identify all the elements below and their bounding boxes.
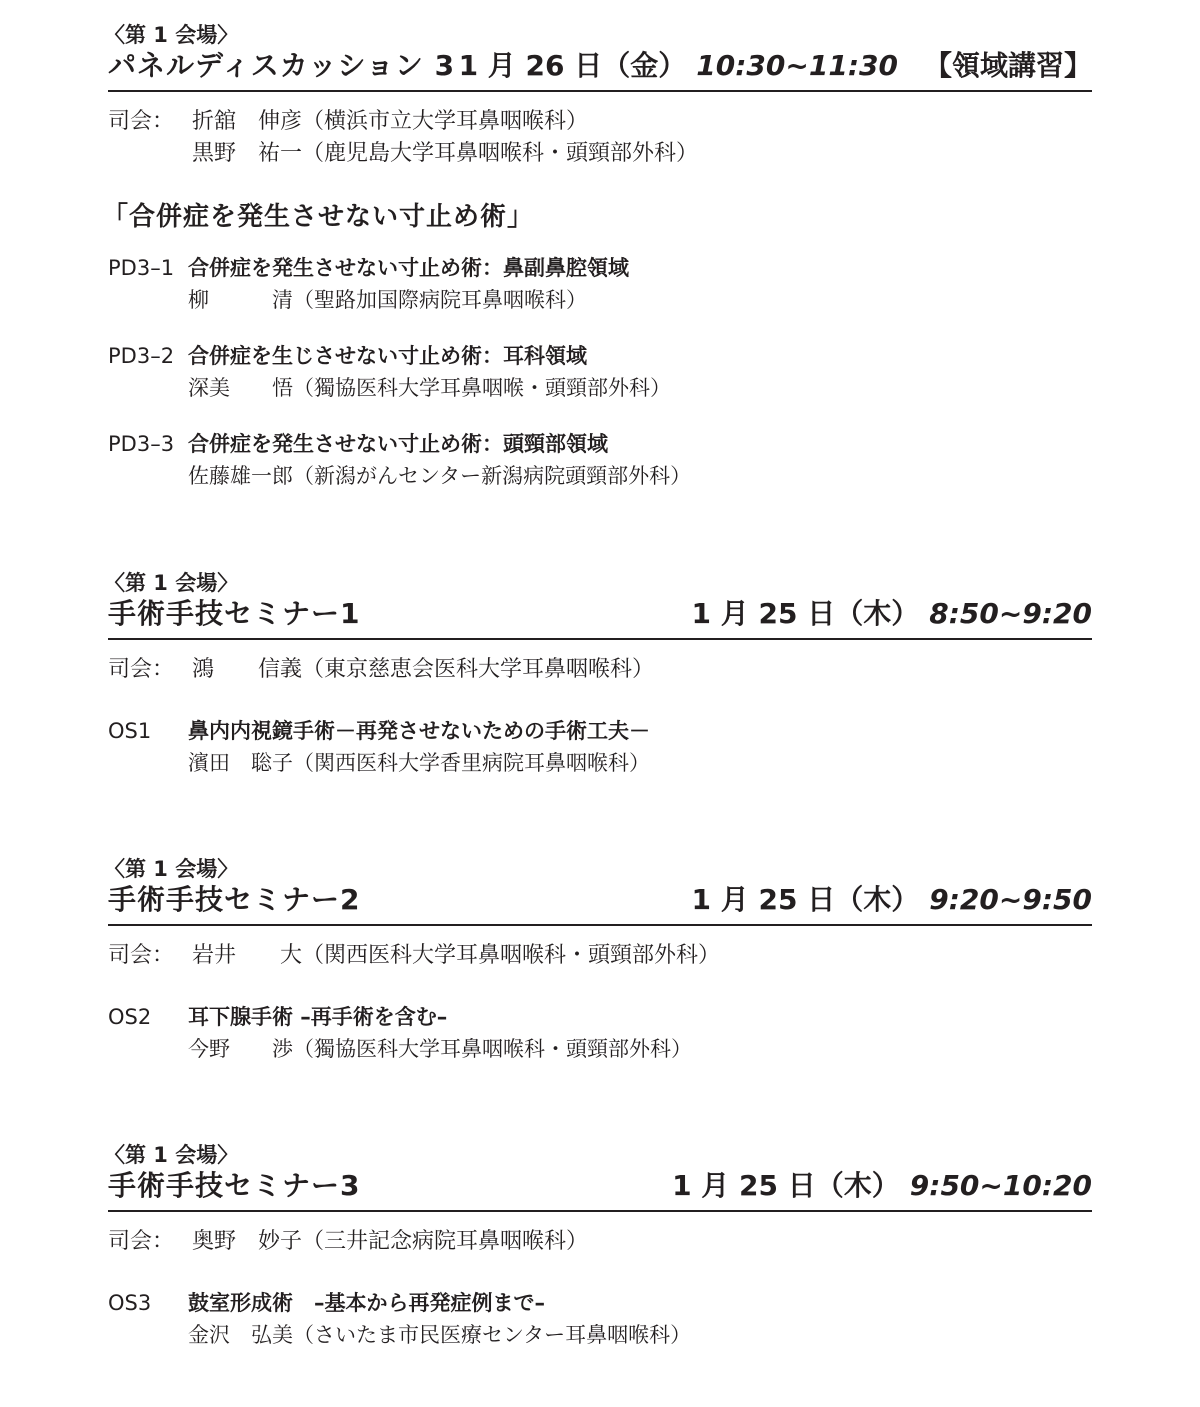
session-panel-discussion-3 (102, 22, 1092, 493)
talk-item (108, 1002, 1092, 1066)
session-date: 1 月 25 日（木） (691, 883, 920, 916)
talk-title: 合併症を発生させない寸止め術：鼻副鼻腔領域 (188, 256, 629, 280)
venue-label: 〈第 1 会場〉 (104, 857, 239, 881)
talk-item (108, 253, 1092, 317)
talk-item (108, 716, 1092, 780)
venue-label: 〈第 1 会場〉 (104, 23, 239, 47)
talk-title: 合併症を生じさせない寸止め術：耳科領域 (188, 344, 587, 368)
session-datetime (692, 592, 1092, 632)
chair-name: 折舘 伸彦（横浜市立大学耳鼻咽喉科） (192, 109, 589, 134)
session-title: 手術手技セミナー3 (108, 1169, 361, 1202)
talk-speaker: 金沢 弘美（さいたま市民医療センター耳鼻咽喉科） (188, 1323, 692, 1347)
session-tag: 【領域講習】 (923, 49, 1092, 82)
talk-code: OS2 (108, 1005, 152, 1029)
talk-code: OS1 (108, 719, 152, 743)
session-time: 9:50~10:20 (909, 1169, 1092, 1202)
session-seminar-1 (104, 570, 1092, 780)
talk-speaker: 佐藤雄一郎（新潟がんセンター新潟病院頭頸部外科） (188, 464, 692, 488)
session-seminar-3 (104, 1142, 1092, 1352)
session-time: 8:50~9:20 (929, 597, 1092, 630)
talk-code: PD3–3 (108, 432, 175, 456)
session-header (108, 882, 1092, 926)
chair-label: 司会： (108, 1229, 175, 1254)
session-header (108, 48, 1092, 92)
talk-item (108, 341, 1092, 405)
session-header (108, 596, 1092, 640)
chair-name: 黒野 祐一（鹿児島大学耳鼻咽喉科・頭頸部外科） (192, 141, 699, 166)
talk-speaker: 柳 清（聖路加国際病院耳鼻咽喉科） (188, 288, 587, 312)
session-date: 1 月 25 日（木） (672, 1169, 900, 1202)
chair-block (108, 940, 1092, 972)
session-datetime (692, 878, 1092, 918)
talk-code: PD3–2 (108, 344, 175, 368)
talk-speaker: 濱田 聡子（関西医科大学香里病院耳鼻咽喉科） (188, 751, 650, 775)
talk-title: 合併症を発生させない寸止め術：頭頸部領域 (188, 432, 608, 456)
talk-title: 耳下腺手術 –再手術を含む– (188, 1005, 448, 1029)
chair-name: 岩井 大（関西医科大学耳鼻咽喉科・頭頸部外科） (192, 943, 721, 968)
chair-block (108, 654, 1092, 686)
session-title: 手術手技セミナー1 (108, 597, 361, 630)
talk-item (108, 429, 1092, 493)
session-theme: 「合併症を発生させない寸止め術」 (102, 202, 535, 232)
session-date: 1 月 26 日（金） (458, 49, 687, 82)
venue-label: 〈第 1 会場〉 (104, 1143, 239, 1167)
chair-label: 司会： (108, 943, 175, 968)
session-time: 10:30~11:30 (696, 49, 898, 82)
talk-title: 鼻内内視鏡手術－再発させないための手術工夫－ (188, 719, 650, 743)
session-header (108, 1168, 1092, 1212)
session-seminar-2 (104, 856, 1092, 1066)
chair-label: 司会： (108, 657, 175, 682)
session-title: パネルディスカッション 3 (108, 49, 456, 82)
talk-item (108, 1288, 1092, 1352)
chair-name: 鴻 信義（東京慈恵会医科大学耳鼻咽喉科） (192, 657, 655, 682)
chair-block (108, 106, 1092, 170)
talk-code: OS3 (108, 1291, 152, 1315)
talk-title: 鼓室形成術 –基本から再発症例まで– (188, 1291, 545, 1315)
chair-label: 司会： (108, 109, 175, 134)
talk-speaker: 深美 悟（獨協医科大学耳鼻咽喉・頭頸部外科） (188, 376, 671, 400)
talk-speaker: 今野 渉（獨協医科大学耳鼻咽喉科・頭頸部外科） (188, 1037, 692, 1061)
chair-name: 奥野 妙子（三井記念病院耳鼻咽喉科） (192, 1229, 589, 1254)
chair-block (108, 1226, 1092, 1258)
venue-label: 〈第 1 会場〉 (104, 571, 239, 595)
session-time: 9:20~9:50 (929, 883, 1092, 916)
talk-code: PD3–1 (108, 256, 175, 280)
session-date: 1 月 25 日（木） (691, 597, 920, 630)
session-datetime (459, 44, 1092, 84)
session-title: 手術手技セミナー2 (108, 883, 361, 916)
session-datetime (672, 1164, 1092, 1204)
